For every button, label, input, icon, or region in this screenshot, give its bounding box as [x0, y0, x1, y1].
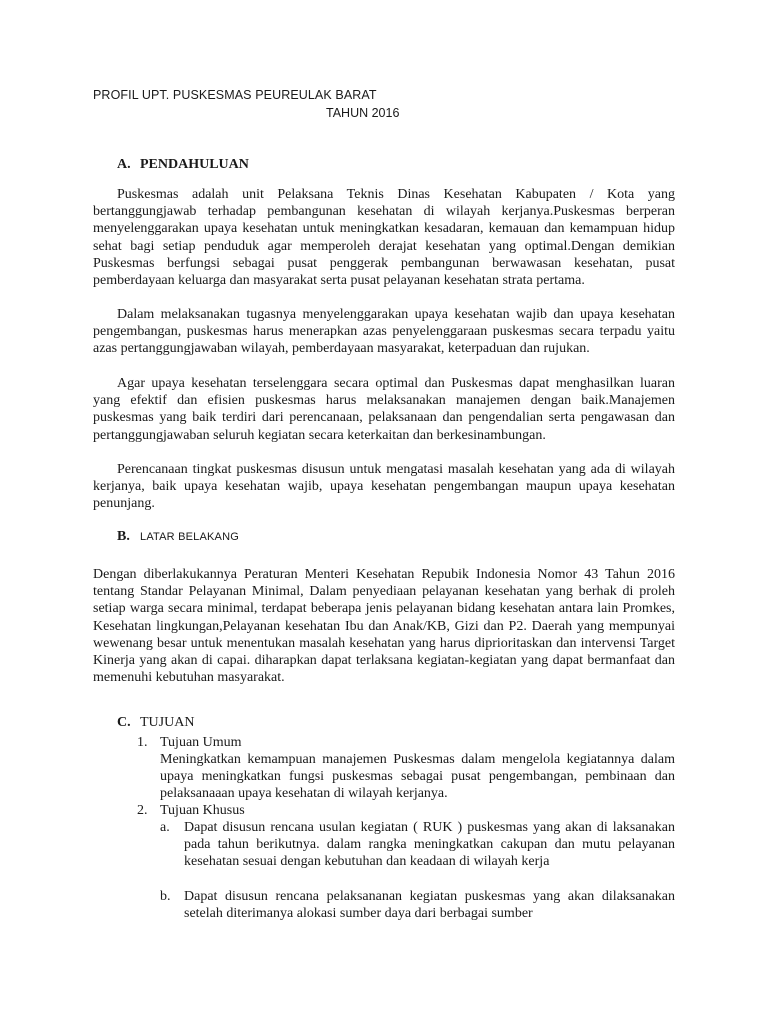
- section-a-heading: [117, 157, 249, 173]
- section-a-paragraph-4: Perencanaan tingkat puskesmas disusun untuk mengatasi masalah kesehatan yang ada di wilayah kerjanya, baik upaya kesehatan wajib, upaya kesehatan pengembangan maupun upaya kesehatan penunjang.: [93, 462, 675, 512]
- section-a-marker: A.: [117, 157, 131, 172]
- sub-item-text: Dapat disusun rencana pelaksananan kegiatan puskesmas yang akan dilaksanakan setelah diterimanya alokasi sumber daya dari berbagai sumber: [184, 889, 675, 922]
- section-c-marker: C.: [117, 715, 131, 730]
- section-a-paragraph-2: Dalam melaksanakan tugasnya menyelenggarakan upaya kesehatan wajib dan upaya kesehatan pengembangan, puskesmas harus menerapkan azas penyelenggaraan puskesmas secara terpadu yaitu azas pertanggungjawaban wilayah, pemberdayaan masyarakat, keterpaduan dan rujukan.: [93, 307, 675, 357]
- list-item-number: 1.: [137, 735, 148, 750]
- section-b-title: LATAR BELAKANG: [140, 531, 239, 543]
- list-item-text: Meningkatkan kemampuan manajemen Puskesmas dalam mengelola kegiatannya dalam upaya meningkatkan fungsi puskesmas sebagai pusat pengembangan, pembinaan dan pelaksanaaan upaya kesehatan di wilayah kerjanya.: [160, 752, 675, 802]
- section-b-paragraph: Dengan diberlakukannya Peraturan Menteri Kesehatan Repubik Indonesia Nomor 43 Tahun 2016 tentang Standar Pelayanan Minimal, Dalam penyediaan pelayanan kesehatan yang berhak di proleh setiap warga secara minimal, terdapat beberapa jenis pelayanan bidang kesehatan antara lain Promkes, Kesehatan lingkungan,Pelayanan kesehatan Ibu dan Anak/KB, Gizi dan P2. Daerah yang mempunyai wewenang besar untuk menentukan masalah kesehatan yang harus diprioritaskan dan intervensi Target Kinerja yang akan di capai. diharapkan dapat terlaksana kegiatan-kegiatan yang dapat bermanfaat dan memenuhi kebutuhan masyarakat.: [93, 567, 675, 686]
- sub-item-text: Dapat disusun rencana usulan kegiatan ( RUK ) puskesmas yang akan di laksanakan pada tahun berikutnya. dalam rangka meningkatkan cakupan dan mutu pelayanan kesehatan sesuai dengan kebutuhan dan keadaan di wilayah kerja: [184, 820, 675, 870]
- section-a-paragraph-1: Puskesmas adalah unit Pelaksana Teknis Dinas Kesehatan Kabupaten / Kota yang bertanggungjawab terhadap pembangunan kesehatan di wilayah kerjanya.Puskesmas berperan menyelenggarakan upaya kesehatan untuk meningkatkan kesadaran, kemauan dan kemampuan hidup sehat bagi setiap penduduk agar memperoleh derajat kesehatan yang optimal.Dengan demikian Puskesmas berfungsi sebagai pusat penggerak pembangunan berwawasan kesehatan, pusat pemberdayaan keluarga dan masyarakat serta pusat pelayanan kesehatan strata pertama.: [93, 187, 675, 289]
- list-item-title: Tujuan Umum: [160, 735, 242, 750]
- section-b-marker: B.: [117, 529, 130, 544]
- sub-item-marker: b.: [160, 889, 171, 904]
- list-item-number: 2.: [137, 803, 148, 818]
- section-a-title: PENDAHULUAN: [140, 157, 249, 172]
- document-title: PROFIL UPT. PUSKESMAS PEUREULAK BARAT: [93, 88, 377, 102]
- document-year: TAHUN 2016: [326, 106, 400, 120]
- section-b-heading: [117, 529, 239, 545]
- sub-item-marker: a.: [160, 820, 170, 835]
- section-c-heading: [117, 715, 194, 731]
- section-c-title: TUJUAN: [140, 715, 195, 730]
- list-item-title: Tujuan Khusus: [160, 803, 245, 818]
- section-a-paragraph-3: Agar upaya kesehatan terselenggara secara optimal dan Puskesmas dapat menghasilkan luaran yang efektif dan efisien puskesmas harus melaksanakan manajemen dengan baik.Manajemen puskesmas yang baik terdiri dari perencanaan, pelaksanaan dan pengendalian serta pengawasan dan pertanggungjawaban seluruh kegiatan secara keterkaitan dan berkesinambungan.: [93, 376, 675, 443]
